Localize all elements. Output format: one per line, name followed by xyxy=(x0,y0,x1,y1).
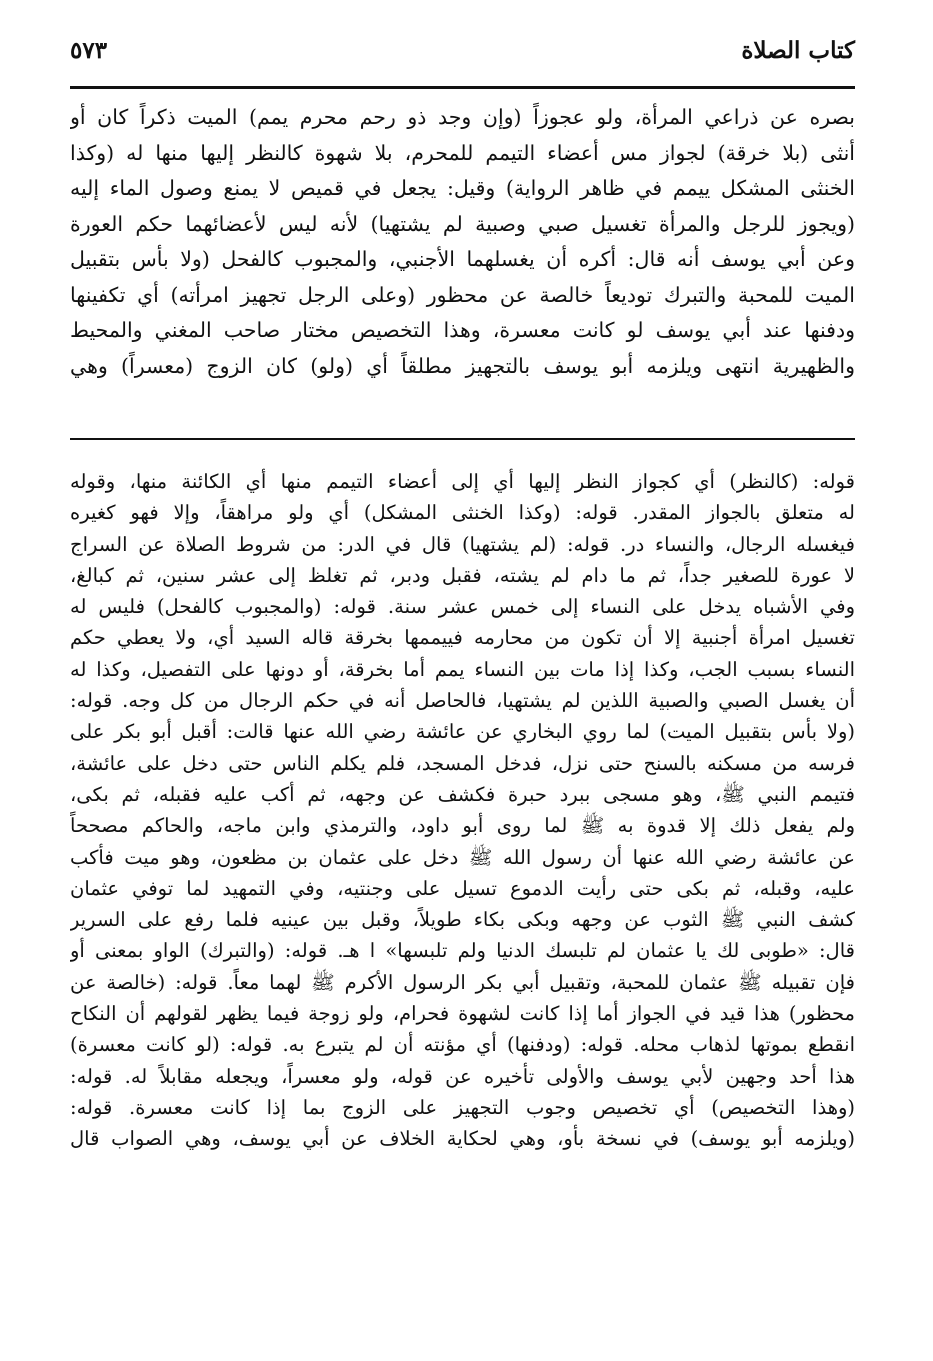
note-line: النساء بسبب الجب، وكذا إذا مات بين النساء يمم أما بخرقة، أو دونها على التفصيل، وكذا له xyxy=(70,657,855,681)
text-line: والظهيرية انتهى ويلزمه أبو يوسف بالتجهيز مطلقاً أي (ولو) كان الزوج (معسراً) وهي xyxy=(70,353,855,378)
note-line: (ولا بأس بتقبيل الميت) لما روي البخاري عن عائشة رضي الله عنها قالت: أقبل أبو بكر على xyxy=(70,720,855,744)
note-line: تغسيل امرأة أجنبية إلا أن تكون من محارمه فييممها بخرقة قاله السيد أي، ولا يعطي حكم xyxy=(70,626,855,650)
note-line: أن يغسل الصبي والصبية اللذين لم يشتهيا، فالحاصل أنه في حكم الرجال من كل وجه. قوله: xyxy=(70,689,855,713)
running-title: كتاب الصلاة xyxy=(741,36,855,64)
page-number: ٥٧٣ xyxy=(70,36,108,64)
note-line: (وهذا التخصيص) أي تخصيص وجوب التجهيز على الزوج بما إذا كانت معسرة. قوله: xyxy=(70,1095,855,1119)
note-line: فيغسله الرجال، والنساء در. قوله: (لم يشتهيا) قال في الدر: من شروط الصلاة عن السراج xyxy=(70,532,855,556)
note-line: فتيمم النبي ﷺ، وهو مسجى ببرد حبرة فكشف عن وجهه، ثم أكب عليه فقبله، ثم بكى، xyxy=(70,782,855,806)
page-header xyxy=(70,30,855,70)
note-line: له متعلق بالجواز المقدر. قوله: (وكذا الخنثى المشكل) أي ولو مراهقاً، وإلا فهو كغيره xyxy=(70,501,855,525)
note-line: ولم يفعل ذلك إلا قدوة به ﷺ لما روى أبو داود، والترمذي وابن ماجه، والحاكم مصححاً xyxy=(70,814,855,838)
note-line: هذا أحد وجهين لأبي يوسف والأولى تأخيره عن قوله، ولو معسراً، ويجعله مقابلاً له. قوله: xyxy=(70,1064,855,1088)
commentary-block xyxy=(70,466,855,1336)
note-line: وفي الأشباه يدخل على النساء إلى خمس عشر سنة. قوله: (والمجبوب كالفحل) فليس له xyxy=(70,595,855,619)
text-line: الخنثى المشكل ييمم في ظاهر الرواية) وقيل: يجعل في قميص لا يمنع وصول الماء إليه xyxy=(70,176,855,200)
note-line: لا عورة للصغير جداً، ثم ما دام لم يشته، فقبل ودبر، ثم تغلظ إلى عشر سنين، ثم كبالغ، xyxy=(70,563,855,587)
text-line: أنثى (بلا خرقة) لجواز مس أعضاء التيمم للمحرم، بلا شهوة كالنظر إليها منها له (وكذا xyxy=(70,140,855,165)
note-line: عليه، وقبله، ثم بكى حتى رأيت الدموع تسيل على وجنتيه، وفي التمهيد لما توفي عثمان xyxy=(70,876,855,900)
note-line: فإن تقبيله ﷺ عثمان للمحبة، وتقبيل أبي بكر الرسول الأكرم ﷺ لهما معاً. قوله: (خالصة عن xyxy=(70,970,855,994)
text-line: بصره عن ذراعي المرأة، ولو عجوزاً (وإن وجد ذو رحم محرم يمم) الميت ذكراً كان أو xyxy=(70,105,855,129)
note-line: انقطع بموتها لذهاب محله. قوله: (ودفنها) أي مؤنته أن لم يتبرع به. قوله: (لو كانت معسرة) xyxy=(70,1033,855,1057)
text-line: الميت للمحبة والتبرك توديعاً خالصة عن محظور (وعلى الرجل تجهيز امرأته) أي تكفينها xyxy=(70,282,855,307)
note-line: محظور) هذا قيد في الجواز أما إذا كانت لشهوة فحرام، ولو زوجة فيما يظهر لقولهم أن النكاح xyxy=(70,1002,855,1026)
note-line: قوله: (كالنظر) أي كجواز النظر إليها أي إلى أعضاء التيمم منها أي الكائنة منها، وقوله xyxy=(70,470,855,493)
note-line: (ويلزمه أبو يوسف) في نسخة بأو، وهي لحكاية الخلاف عن أبي يوسف، وهي الصواب قال xyxy=(70,1127,855,1151)
text-line: (ويجوز للرجل والمرأة تغسيل صبي وصبية لم يشتهيا) لأنه ليس لأعضائهما حكم العورة xyxy=(70,211,855,236)
note-line: كشف النبي ﷺ الثوب عن وجهه وبكى بكاء طويلاً، وقبل بين عينيه فلما رفع على السرير xyxy=(70,908,855,932)
note-line: قال: «طوبى لك يا عثمان لم تلبسك الدنيا ولم تلبسها» ا هـ. قوله: (والتبرك) الواو بمعنى أو xyxy=(70,939,855,963)
footnote-divider xyxy=(70,438,855,440)
note-line: عن عائشة رضي الله عنها أن رسول الله ﷺ دخل على عثمان بن مظعون، وهو ميت فأكب xyxy=(70,845,855,869)
text-line: وعن أبي يوسف أنه قال: أكره أن يغسلهما الأجنبي، والمجبوب كالفحل (ولا بأس بتقبيل xyxy=(70,247,855,271)
text-line: ودفنها عند أبي يوسف لو كانت معسرة، وهذا التخصيص مختار صاحب المغني والمحيط xyxy=(70,318,855,342)
main-text-block xyxy=(70,100,855,420)
note-line: فرسه من مسكنه بالسنح حتى نزل، فدخل المسجد، فلم يكلم الناس حتى دخل على عائشة، xyxy=(70,751,855,775)
header-divider xyxy=(70,86,855,89)
